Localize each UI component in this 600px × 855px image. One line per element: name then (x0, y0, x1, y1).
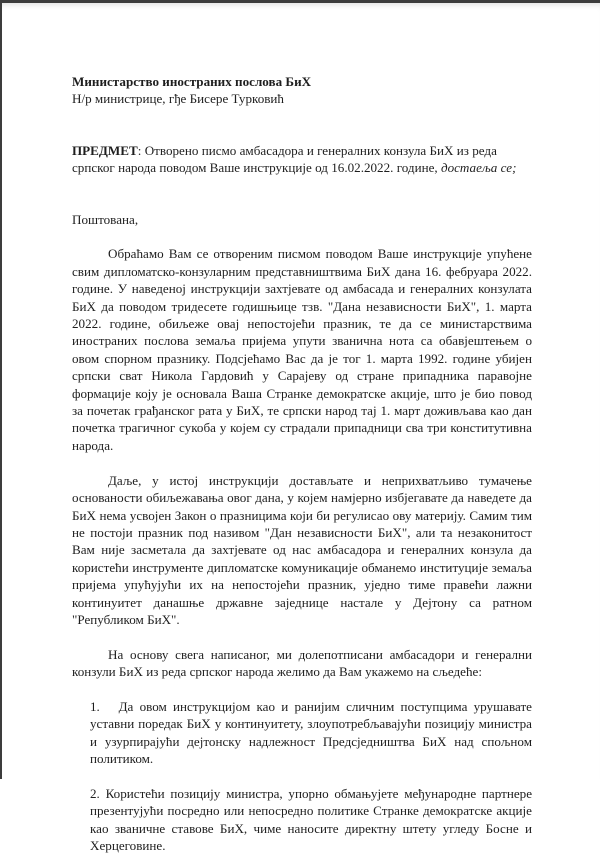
list-number: 2. (90, 785, 100, 801)
spacer (72, 628, 532, 645)
subject-italic-tail: достаеља се; (440, 160, 517, 176)
paragraph-1: Обраћамо Вам се отвореним писмом поводом Ваше инструкције упућене свим дипломатско-конзуларним представништвима БиХ дана 16. фебруара 2022. године. У наведеној инструкцији захтјевате од амбасада и генералних конзулата БиХ да поводом тридесете годишњице тзв. "Дана независности БиХ", 1. марта 2022. године, обиљеже овај непостојећи празник, те да се министарствима иностраних послова земаља пријема упути званична нота са обавјештењем о овом спорном празнику. Подсјећамо Вас да је тог 1. марта 1992. године убијен српски сват Никола Гардовић у Сарајеву од стране припадника паравојне формације коју је основала Ваша Странке демократске акције, што је био повод за почетак грађанског рата у БиХ, те српски народ тај 1. март доживљава као дан почетка трагичног сукоба у којем су страдали припадници сва три конститутивна народа. (72, 246, 532, 453)
subject-label: ПРЕДМЕТ (72, 142, 138, 158)
document-page (2, 3, 600, 854)
spacer (72, 454, 532, 471)
numbered-list (72, 698, 532, 855)
salutation: Поштована, (72, 211, 139, 227)
paragraph-2: Даље, у истој инструкцији достављате и неприхватљиво тумачење основаности обиљежавања овог дана, у којем намјерно избјегавате да наведете да БиХ нема усвојен Закон о празницима који би регулисао ову материју. Самим тим не постоји празник под називом "Дан независности БиХ", али та незаконитост Вам није засметала да захтјевате од нас амбасадора и генералних конзула да користећи инструменте дипломатске комуникације обманемо институције земаља пријема упућујући их на непостојећи празник, уједно тиме правећи лажни континуитет данашње државне заједнице настале у Дејтону са ратном "Републиком БиХ". (72, 472, 532, 627)
list-item (90, 785, 532, 855)
subject-text: Отворено писмо амбасадора и генералних конзула БиХ из реда српског народа поводом Ваше инструкције од 16.02.2022. године, (72, 142, 497, 176)
subject-separator: : (137, 142, 145, 158)
list-text: Да овом инструкцијом као и ранијим сличним поступцима урушавате уставни поредак БиХ у континуитету, злоупотребљавајући позицију министра и узурпирајући дејтонску надлежност Предсједништва БиХ над спољном политиком. (90, 698, 532, 767)
subject-line (72, 142, 532, 177)
list-number: 1. (90, 698, 100, 714)
attention-line: Н/р министрице, гђе Бисере Турковић (72, 91, 284, 107)
list-text: Користећи позицију министра, упорно обмањујете међународне партнере презентујући посредно или непосредно политике Странке демократске акције као званичне ставове БиХ, чиме наносите директну штету угледу Босне и Херцеговине. (90, 785, 533, 854)
spacer (90, 768, 532, 785)
spacer (72, 228, 532, 245)
recipient-line: Министарство иностраних послова БиХ (72, 74, 312, 89)
spacer (72, 177, 532, 211)
letter-body (72, 73, 532, 855)
list-item (90, 698, 532, 768)
spacer (72, 681, 532, 698)
spacer (72, 108, 532, 142)
paragraph-3: На основу свега написаног, ми долепотписани амбасадори и генерални конзули БиХ из реда српског народа желимо да Вам укажемо на сљедеће: (72, 646, 532, 680)
